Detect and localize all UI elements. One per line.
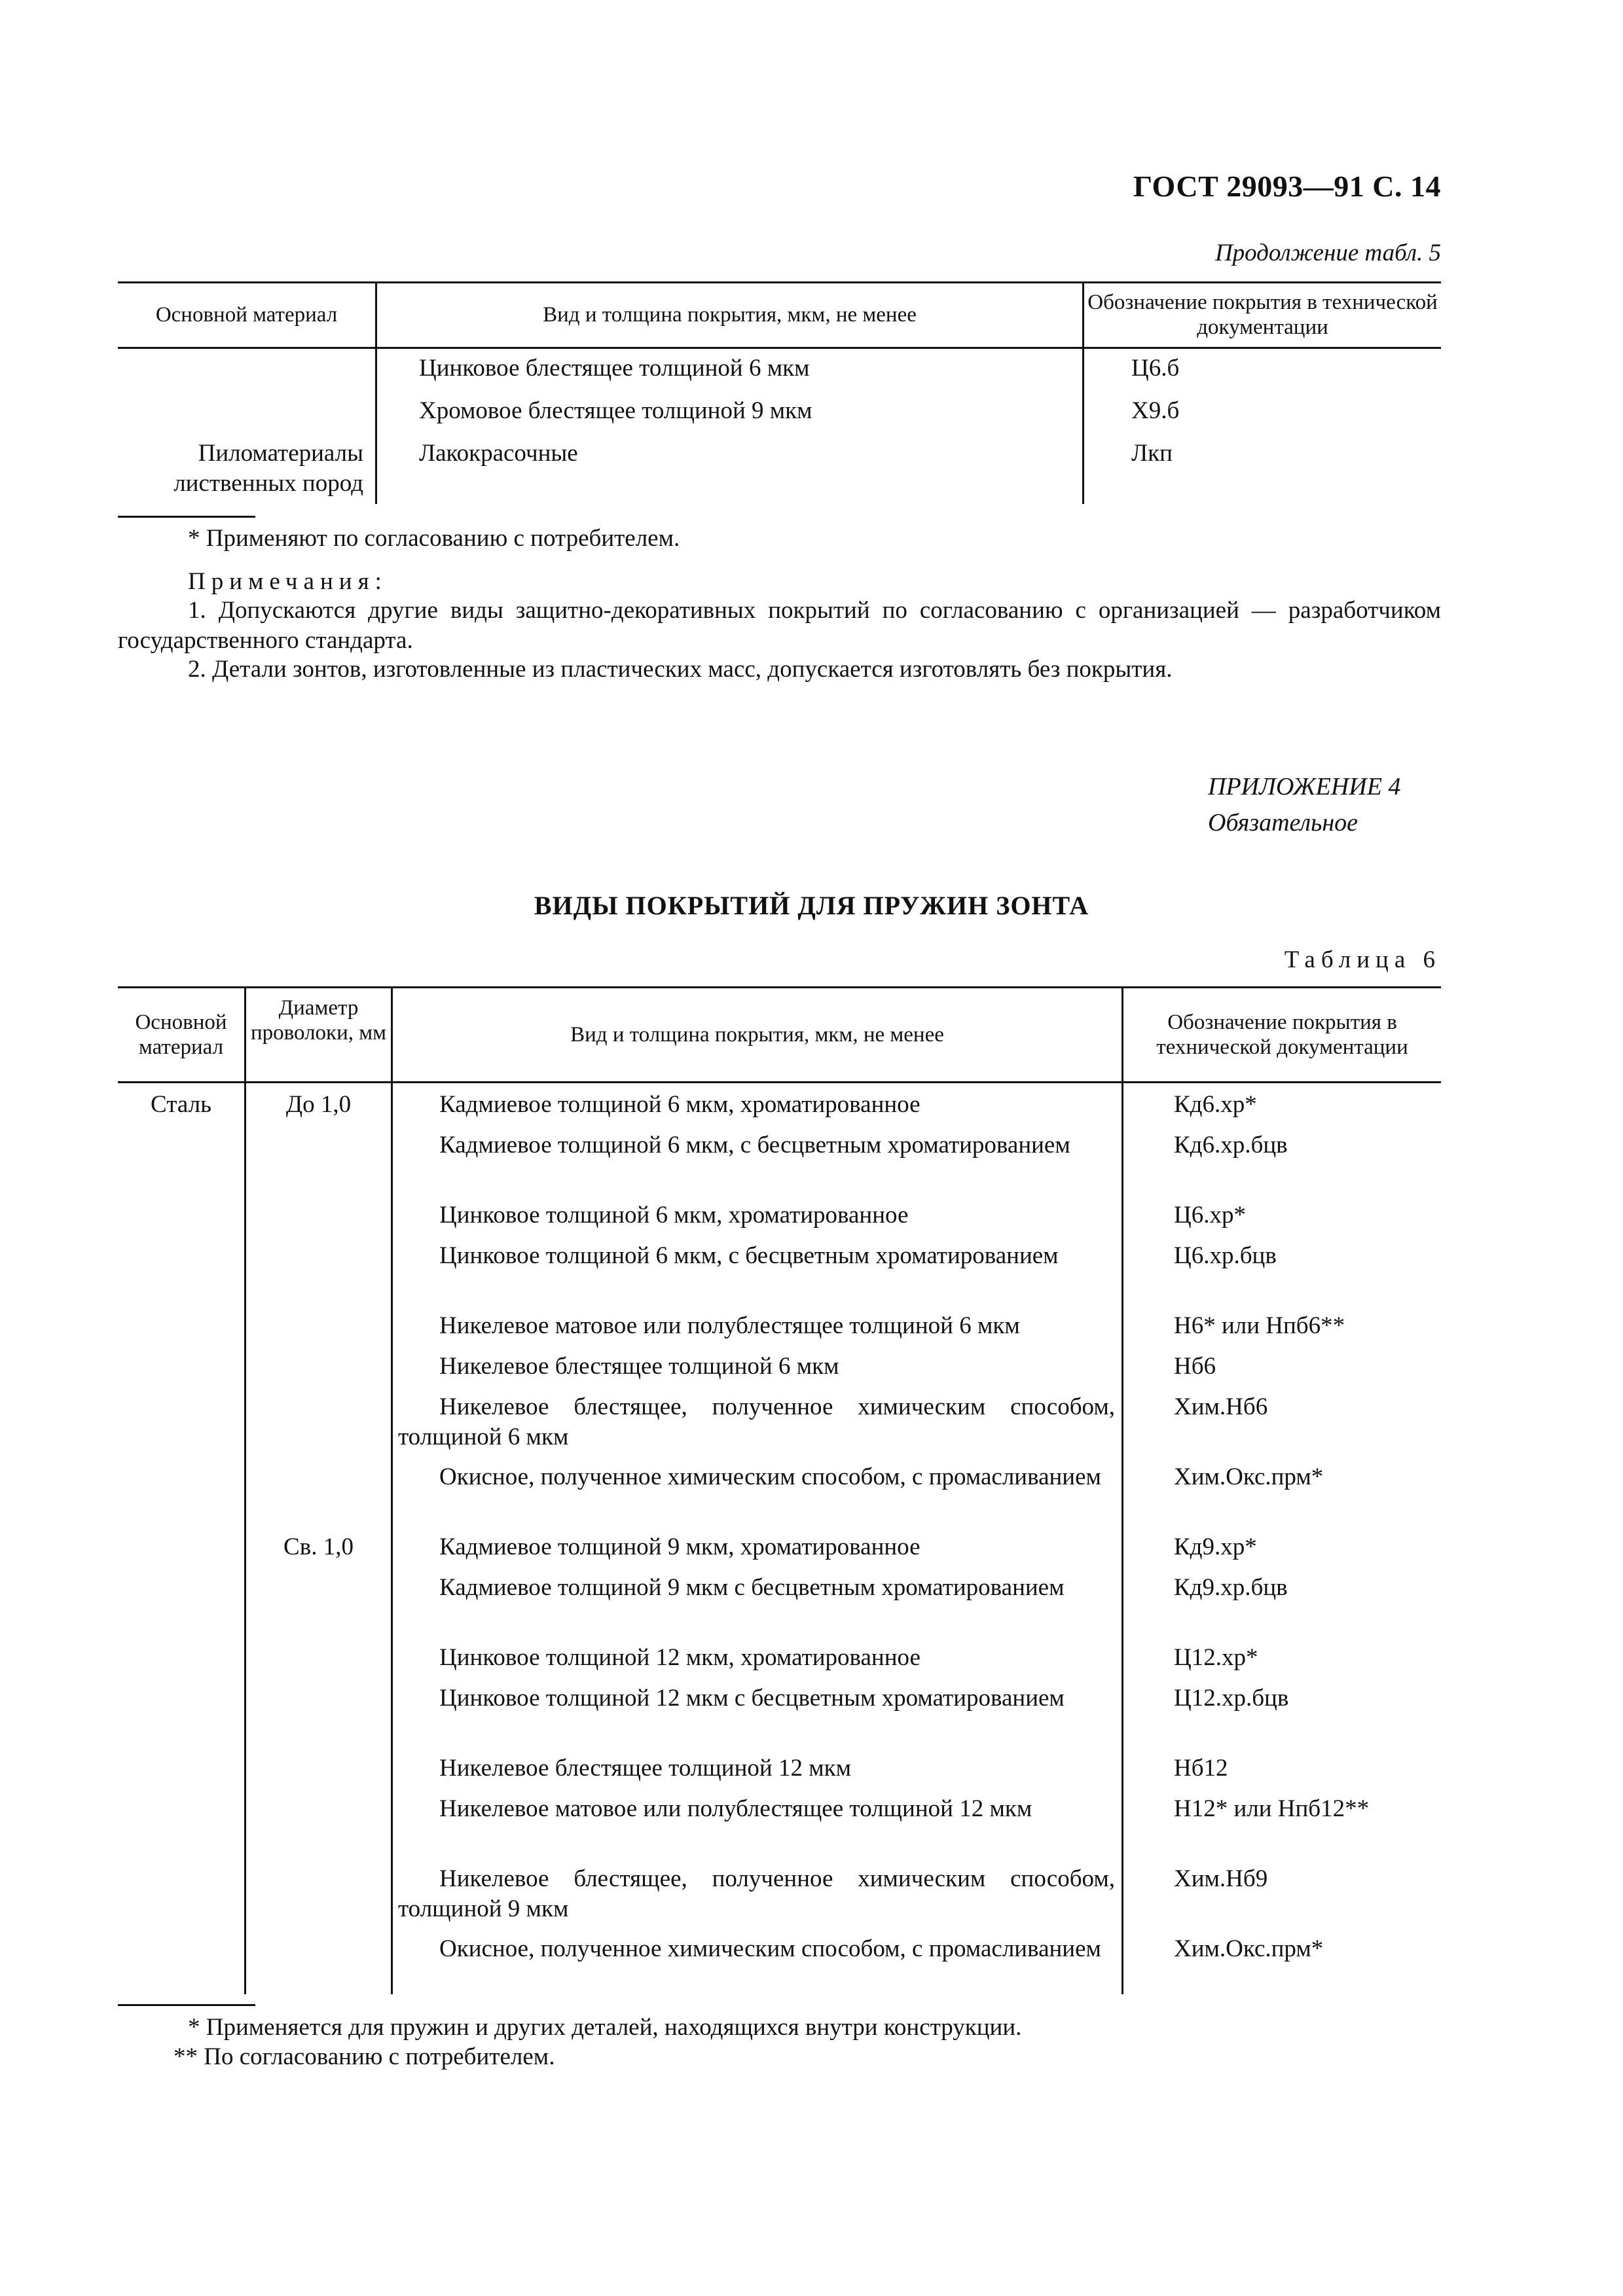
table5-header-rule <box>118 347 1441 349</box>
table5-row-2-coating: Хромовое блестящее толщиной 9 мкм <box>419 397 812 424</box>
table6-row-3-coating: Цинковое толщиной 6 мкм, хроматированное <box>439 1202 909 1229</box>
table6-top-rule <box>118 986 1441 988</box>
table6-vline-3 <box>1122 986 1123 1994</box>
table6-row-5-coating: Никелевое матовое или полублестящее толщиной 6 мкм <box>439 1312 1020 1339</box>
table6-row-7-designation: Хим.Нб6 <box>1174 1393 1268 1420</box>
table6-header-designation: Обозначение покрытия в технической документации <box>1156 1011 1408 1059</box>
table5-row-3-coating: Лакокрасочные <box>419 440 578 467</box>
table6-row-12-designation: Ц12.хр.бцв <box>1174 1685 1289 1712</box>
table6-footnote-1: * Применяется для пружин и других деталей, находящихся внутри конструкции. <box>188 2014 1022 2041</box>
table6-vline-1 <box>244 986 246 1994</box>
table5-continuation-label: Продолжение табл. 5 <box>1214 240 1441 266</box>
table6-row-8-coating: Окисное, полученное химическим способом, с промасливанием <box>439 1463 1101 1490</box>
table6-footnote-2: ** По согласованию с потребителем. <box>173 2043 555 2070</box>
table6-row-10-coating: Кадмиевое толщиной 9 мкм с бесцветным хроматированием <box>439 1574 1065 1601</box>
table6-row-14-coating: Никелевое матовое или полублестящее толщиной 12 мкм <box>439 1795 1032 1822</box>
table5-header-designation: Обозначение покрытия в технической документации <box>1087 291 1438 339</box>
table5-footnote: * Применяют по согласованию с потребителем. <box>188 525 680 552</box>
table5-row-1-designation: Ц6.б <box>1131 355 1180 382</box>
table6-row-14-designation: Н12* или Нпб12** <box>1174 1795 1370 1822</box>
table6-row-8-designation: Хим.Окс.прм* <box>1174 1463 1324 1490</box>
table5-row-1-coating: Цинковое блестящее толщиной 6 мкм <box>419 355 810 382</box>
table6-row-16-coating: Окисное, полученное химическим способом, с промасливанием <box>439 1935 1101 1962</box>
table6-row-11-designation: Ц12.хр* <box>1174 1644 1258 1671</box>
table6-row-15-designation: Хим.Нб9 <box>1174 1865 1268 1892</box>
appendix-status: Обязательное <box>1208 809 1359 836</box>
table6-row-4-designation: Ц6.хр.бцв <box>1174 1242 1277 1269</box>
table5-material-value: Пиломатериалы лиственных пород <box>173 440 363 497</box>
table6-header-rule <box>118 1081 1441 1083</box>
table5-row-3-designation: Лкп <box>1131 440 1173 467</box>
table6-row-13-coating: Никелевое блестящее толщиной 12 мкм <box>439 1755 851 1782</box>
table6-vline-2 <box>391 986 393 1994</box>
page-header: ГОСТ 29093—91 С. 14 <box>1133 170 1441 203</box>
table6-row-6-coating: Никелевое блестящее толщиной 6 мкм <box>439 1353 839 1380</box>
table6-label: Таблица 6 <box>1284 946 1441 973</box>
table6-row-6-designation: Нб6 <box>1174 1353 1216 1380</box>
table5-footnote-rule <box>118 516 255 518</box>
table6-row-11-coating: Цинковое толщиной 12 мкм, хроматированное <box>439 1644 921 1671</box>
notes-title: Примечания: <box>188 568 388 595</box>
table6-header-diameter: Диаметр проволоки, мм <box>250 996 386 1045</box>
table5-top-rule <box>118 281 1441 283</box>
table6-row-4-coating: Цинковое толщиной 6 мкм, с бесцветным хроматированием <box>439 1242 1059 1269</box>
table6-row-13-designation: Нб12 <box>1174 1755 1228 1782</box>
table6-row-7-coating: Никелевое блестящее, полученное химическим способом, толщиной 6 мкм <box>398 1393 1115 1450</box>
table5-header-material: Основной материал <box>155 303 338 327</box>
table6-footnote-rule <box>118 2004 255 2006</box>
table6-row-16-designation: Хим.Окс.прм* <box>1174 1935 1324 1962</box>
appendix-label: ПРИЛОЖЕНИЕ 4 <box>1208 773 1401 800</box>
table6-row-2-coating: Кадмиевое толщиной 6 мкм, с бесцветным хроматированием <box>439 1132 1070 1158</box>
table6-row-5-designation: Н6* или Нпб6** <box>1174 1312 1345 1339</box>
table6-row-12-coating: Цинковое толщиной 12 мкм с бесцветным хроматированием <box>439 1685 1065 1712</box>
table6-row-1-designation: Кд6.хр* <box>1174 1091 1257 1118</box>
table6-row-9-designation: Кд9.хр* <box>1174 1534 1257 1560</box>
table6-material-value: Сталь <box>151 1091 211 1118</box>
table6-row-9-coating: Кадмиевое толщиной 9 мкм, хроматированное <box>439 1534 921 1560</box>
table6-row-15-coating: Никелевое блестящее, полученное химическим способом, толщиной 9 мкм <box>398 1865 1115 1922</box>
table5-header-coating: Вид и толщина покрытия, мкм, не менее <box>543 303 917 327</box>
table6-row-2-designation: Кд6.хр.бцв <box>1174 1132 1288 1158</box>
table6-row-3-designation: Ц6.хр* <box>1174 1202 1246 1229</box>
table6-header-material: Основной материал <box>135 1011 227 1059</box>
note-1: 1. Допускаются другие виды защитно-декоративных покрытий по согласованию с организацией — разработчиком государственного стандарта. <box>118 597 1441 654</box>
appendix-title: ВИДЫ ПОКРЫТИЙ ДЛЯ ПРУЖИН ЗОНТА <box>534 891 1089 920</box>
note-2: 2. Детали зонтов, изготовленные из пластических масс, допускается изготовлять без покрытия. <box>188 656 1173 683</box>
table6-row-10-designation: Кд9.хр.бцв <box>1174 1574 1288 1601</box>
table5-row-2-designation: Х9.б <box>1131 397 1180 424</box>
table6-row-1-coating: Кадмиевое толщиной 6 мкм, хроматированное <box>439 1091 921 1118</box>
table6-diameter-group-2: Св. 1,0 <box>283 1534 354 1560</box>
table6-diameter-group-1: До 1,0 <box>285 1091 352 1118</box>
table6-header-coating: Вид и толщина покрытия, мкм, не менее <box>570 1023 944 1047</box>
